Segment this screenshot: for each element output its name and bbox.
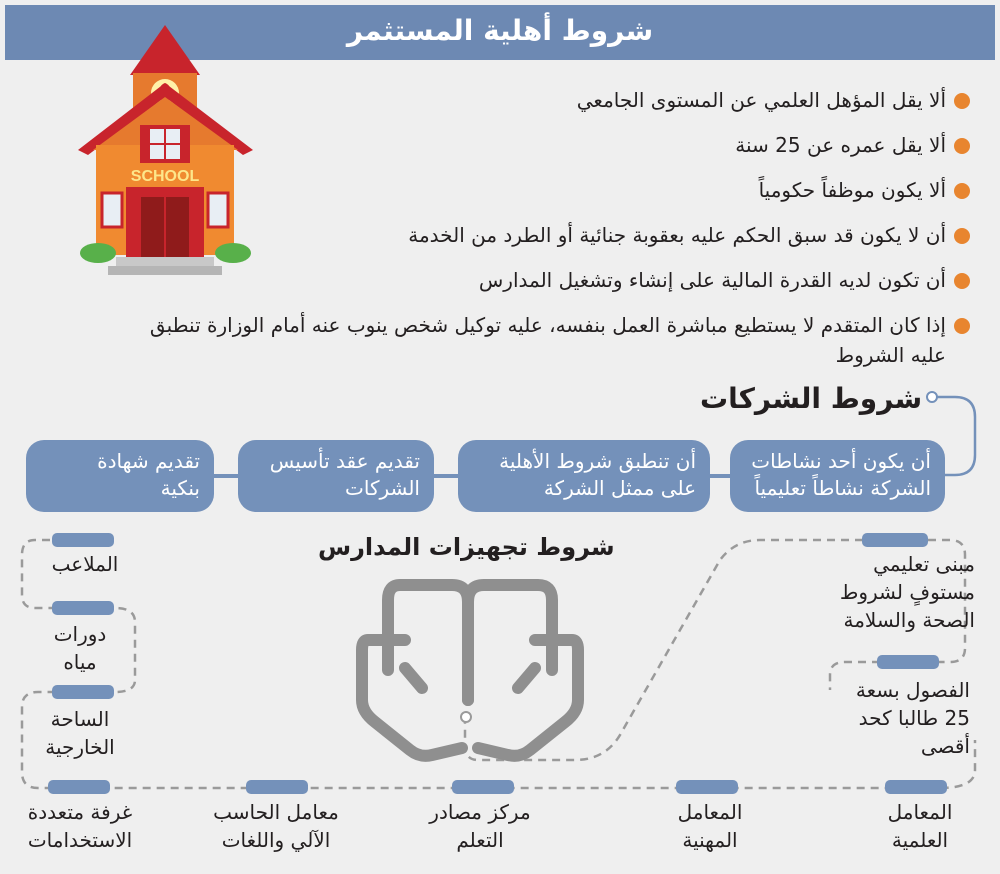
condition-item: أن تكون لديه القدرة المالية على إنشاء وتشغيل المدارس	[479, 265, 970, 295]
condition-item-continuation: عليه الشروط	[835, 343, 946, 367]
condition-item: أن لا يكون قد سبق الحكم عليه بعقوبة جنائية أو الطرد من الخدمة	[408, 220, 970, 250]
equipment-label: الفصول بسعة 25 طالبا كحد أقصى	[855, 678, 970, 758]
condition-item: ألا يكون موظفاً حكومياً	[759, 175, 970, 205]
marker-pill	[52, 601, 114, 615]
company-step: تقديم عقد تأسيس الشركات	[238, 440, 434, 512]
marker-pill	[52, 533, 114, 547]
equipment-label: المعامل المهنية	[677, 800, 743, 852]
marker-pill	[885, 780, 947, 794]
marker-pill	[452, 780, 514, 794]
equipment-label: الساحة الخارجية	[45, 707, 115, 759]
company-step: تقديم شهادة بنكية	[26, 440, 214, 512]
school-sign-text: SCHOOL	[130, 168, 200, 185]
marker-pill	[48, 780, 110, 794]
page-title: شروط أهلية المستثمر	[346, 14, 654, 47]
condition-item: ألا يقل عمره عن 25 سنة	[735, 130, 970, 160]
marker-pill	[862, 533, 928, 547]
marker-pill	[877, 655, 939, 669]
condition-item: ألا يقل المؤهل العلمي عن المستوى الجامعي	[577, 85, 970, 115]
companies-heading: شروط الشركات	[700, 382, 923, 415]
equipment-heading: شروط تجهيزات المدارس	[318, 533, 615, 561]
connector-node	[461, 712, 471, 722]
condition-item: إذا كان المتقدم لا يستطيع مباشرة العمل بنفسه، عليه توكيل شخص ينوب عنه أمام الوزارة تنطبق	[150, 310, 970, 340]
company-step: أن تنطبق شروط الأهلية على ممثل الشركة	[458, 440, 710, 512]
equipment-label: المعامل العلمية	[887, 800, 953, 852]
equipment-label: معامل الحاسب الآلي واللغات	[213, 800, 339, 852]
equipment-label: الملاعب	[51, 552, 119, 576]
book-hands-icon	[362, 585, 578, 756]
equipment-label: دورات مياه	[53, 622, 107, 674]
marker-pill	[246, 780, 308, 794]
marker-pill	[676, 780, 738, 794]
company-step: أن يكون أحد نشاطات الشركة نشاطاً تعليمياً	[730, 440, 945, 512]
marker-pill	[52, 685, 114, 699]
equipment-label: مبنى تعليمي مستوفٍ لشروط الصحة والسلامة	[839, 552, 975, 632]
equipment-label: غرفة متعددة الاستخدامات	[27, 800, 133, 852]
equipment-label: مركز مصادر التعلم	[429, 800, 531, 852]
connector-node	[927, 392, 937, 402]
